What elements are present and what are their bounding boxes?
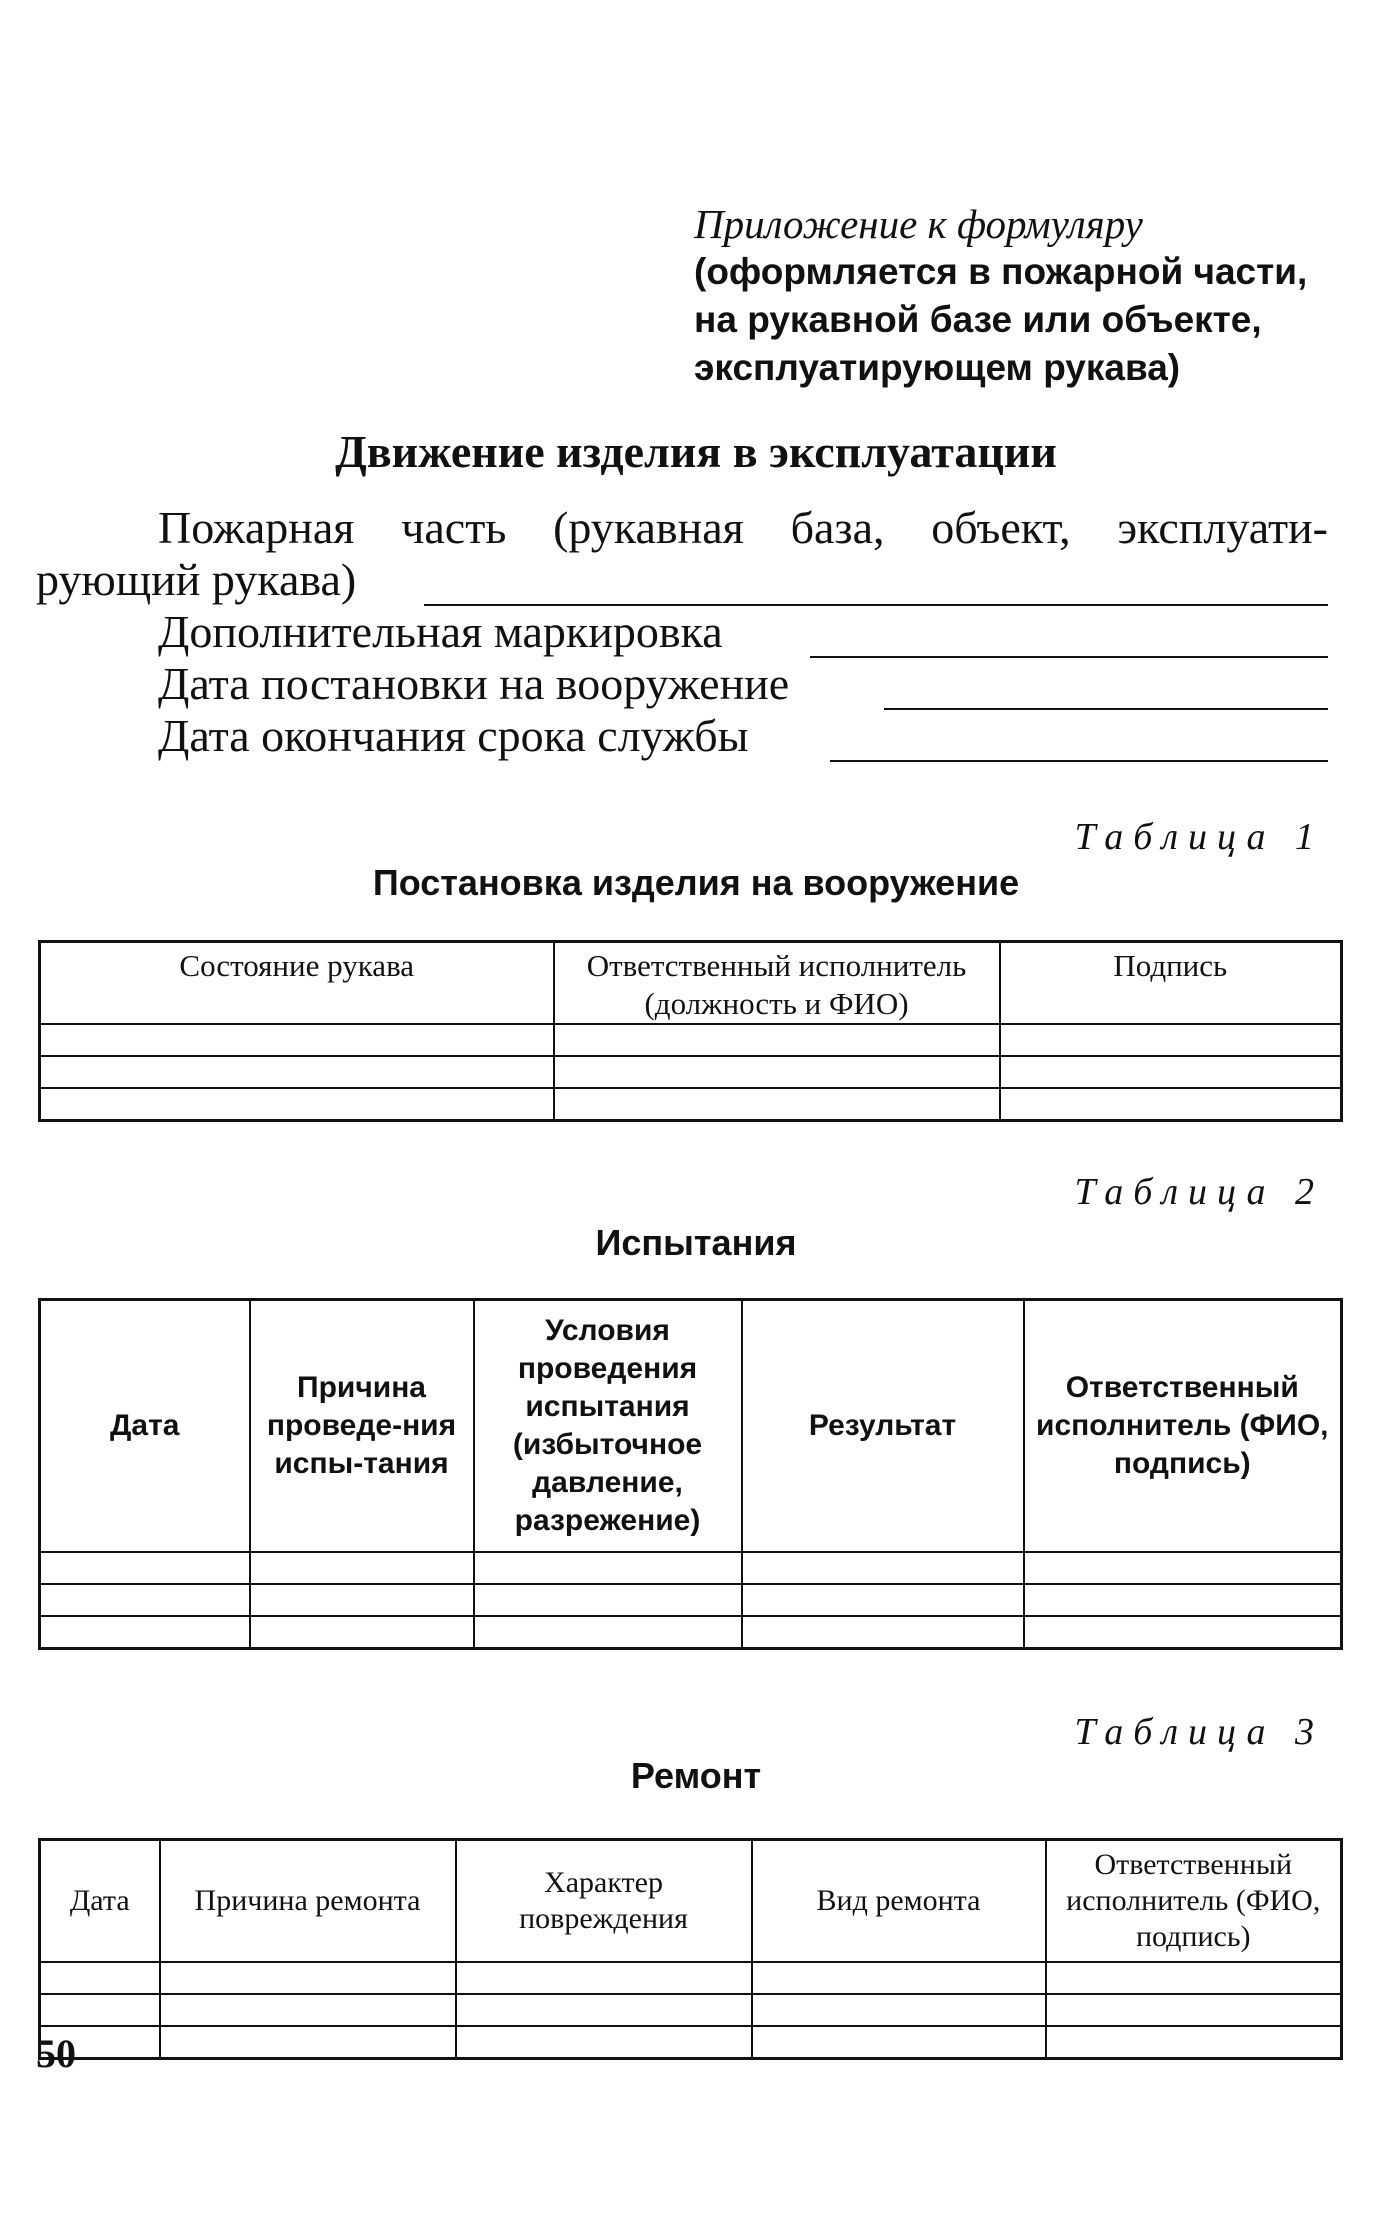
table-cell (40, 1962, 160, 1994)
field-label-commission-date: Дата постановки на вооружение (158, 658, 790, 709)
column-header: Причина ремонта (160, 1840, 456, 1962)
table1-label: Таблица 1 (1074, 816, 1324, 858)
table-cell (554, 1088, 1000, 1121)
column-header: Дата (40, 1300, 250, 1552)
end-date-fill-line (830, 760, 1328, 762)
table3-label: Таблица 3 (1074, 1711, 1324, 1753)
column-header: Дата (40, 1840, 160, 1962)
table-row (40, 1088, 1342, 1121)
appendix-title: Приложение к формуляру (694, 201, 1143, 247)
table2-label: Таблица 2 (1074, 1171, 1324, 1213)
table-cell (474, 1584, 742, 1616)
table-cell (160, 1994, 456, 2026)
column-header: Состояние рукава (40, 942, 554, 1025)
table-cell (1000, 1088, 1342, 1121)
page-number: 50 (36, 2031, 76, 2076)
table-cell (742, 1552, 1024, 1584)
table-cell (742, 1584, 1024, 1616)
appendix-note-line: на рукавной базе или объекте, (694, 299, 1262, 340)
table-cell (554, 1056, 1000, 1088)
table-cell (1046, 1962, 1342, 1994)
table-cell (250, 1552, 474, 1584)
column-header: Подпись (1000, 942, 1342, 1025)
table-cell (742, 1616, 1024, 1649)
field-label-end-date: Дата окончания срока службы (158, 710, 749, 761)
column-header: Результат (742, 1300, 1024, 1552)
section-heading: Движение изделия в эксплуатации (335, 426, 1057, 477)
table-cell (40, 1584, 250, 1616)
table-tests (38, 1298, 1343, 1650)
table-row (40, 1616, 1342, 1649)
table-row (40, 1552, 1342, 1584)
table-cell (456, 2026, 752, 2059)
table-cell (40, 1024, 554, 1056)
column-header: Вид ремонта (752, 1840, 1046, 1962)
column-header: Причина проведе-ния испы-тания (250, 1300, 474, 1552)
table-cell (752, 1994, 1046, 2026)
table-cell (250, 1584, 474, 1616)
table-cell (1000, 1056, 1342, 1088)
table-cell (1024, 1552, 1342, 1584)
table-cell (554, 1024, 1000, 1056)
table-row (40, 1056, 1342, 1088)
column-header: Характер повреждения (456, 1840, 752, 1962)
table-commissioning (38, 940, 1343, 1122)
table-cell (160, 1962, 456, 1994)
table-cell (40, 1088, 554, 1121)
table-cell (474, 1616, 742, 1649)
table-cell (1000, 1024, 1342, 1056)
appendix-note-line: (оформляется в пожарной части, (694, 251, 1308, 292)
table-row (40, 1994, 1342, 2026)
table-cell (456, 1994, 752, 2026)
column-header: Ответственный исполнитель (должность и ФИО) (554, 942, 1000, 1025)
field-label-fire-unit-cont: рующий рукава) (36, 554, 357, 605)
table-cell (752, 2026, 1046, 2059)
table-cell (160, 2026, 456, 2059)
table-cell (250, 1616, 474, 1649)
field-label-fire-unit: Пожарная часть (рукавная база, объект, эксплуати- (158, 502, 1328, 553)
table3-title: Ремонт (630, 1755, 762, 1796)
table-row (40, 2026, 1342, 2059)
table-cell (456, 1962, 752, 1994)
table-cell (40, 1552, 250, 1584)
table-cell (1024, 1584, 1342, 1616)
table2-title: Испытания (595, 1222, 797, 1263)
column-header: Условия проведения испытания (избыточное давление, разрежение) (474, 1300, 742, 1552)
appendix-block (694, 200, 1354, 392)
table-row (40, 1584, 1342, 1616)
table-cell (752, 1962, 1046, 1994)
table-cell (40, 1056, 554, 1088)
table-repair (38, 1838, 1343, 2060)
field-label-marking: Дополнительная маркировка (158, 606, 723, 657)
table-cell (40, 1616, 250, 1649)
table-cell (474, 1552, 742, 1584)
table-cell (1046, 1994, 1342, 2026)
commission-date-fill-line (884, 708, 1328, 710)
table-cell (1024, 1616, 1342, 1649)
table1-title: Постановка изделия на вооружение (372, 862, 1020, 903)
column-header: Ответственный исполнитель (ФИО, подпись) (1046, 1840, 1342, 1962)
appendix-note-line: эксплуатирующем рукава) (694, 347, 1181, 388)
table-cell (40, 1994, 160, 2026)
marking-fill-line (810, 656, 1328, 658)
table-row (40, 1024, 1342, 1056)
table-row (40, 1962, 1342, 1994)
table-cell (1046, 2026, 1342, 2059)
column-header: Ответственный исполнитель (ФИО, подпись) (1024, 1300, 1342, 1552)
